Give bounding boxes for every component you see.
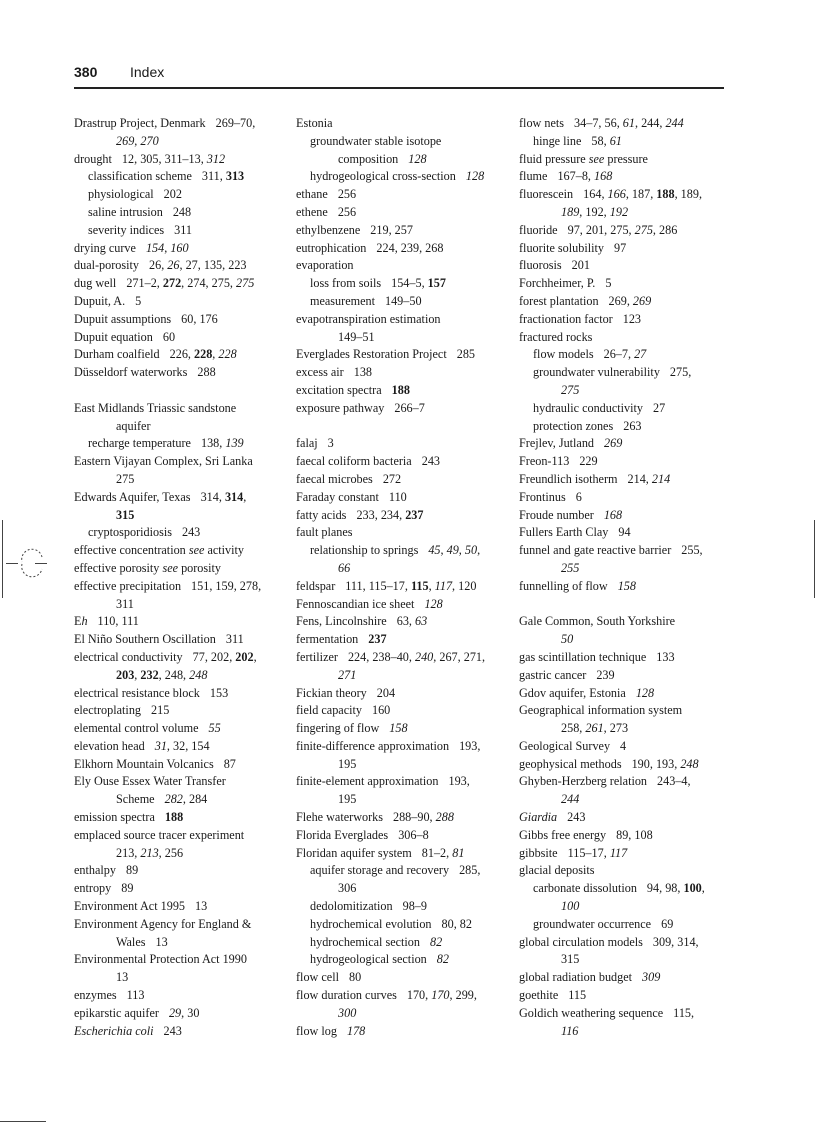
index-column-2 bbox=[296, 115, 506, 1040]
index-entry: fluorescein 164, 166, 187, 188, 189, 189, 192, 192 bbox=[519, 187, 702, 219]
index-subentry: groundwater vulnerability 275, 275 bbox=[533, 365, 692, 397]
index-entry: geophysical methods 190, 193, 248 bbox=[519, 756, 699, 771]
index-entry: glacial deposits bbox=[519, 863, 595, 878]
index-entry: forest plantation 269, 269 bbox=[519, 293, 652, 308]
index-subentry: relationship to springs 45, 49, 50, 66 bbox=[310, 543, 481, 575]
index-entry: Giardia 243 bbox=[519, 810, 586, 825]
index-subentry: hydrogeological section 82 bbox=[310, 952, 449, 967]
index-entry: Düsseldorf waterworks 288 bbox=[74, 365, 216, 380]
index-entry: dual-porosity 26, 26, 27, 135, 223 bbox=[74, 258, 247, 273]
index-entry: dug well 271–2, 272, 274, 275, 275 bbox=[74, 276, 255, 291]
index-entry: drought 12, 305, 311–13, 312 bbox=[74, 151, 226, 166]
index-entry: drying curve 154, 160 bbox=[74, 240, 189, 255]
header-rule bbox=[74, 87, 724, 89]
index-entry: elemental control volume 55 bbox=[74, 721, 221, 736]
index-entry: Dupuit equation 60 bbox=[74, 329, 176, 344]
index-subentry: classification scheme 311, 313 bbox=[88, 169, 245, 184]
letter-group-gap bbox=[519, 596, 729, 614]
index-subentry: severity indices 311 bbox=[88, 222, 192, 237]
page-number: 380 bbox=[74, 64, 98, 80]
index-entry: gibbsite 115–17, 117 bbox=[519, 845, 628, 860]
index-entry: fractured rocks bbox=[519, 329, 593, 344]
index-entry: Forchheimer, P. 5 bbox=[519, 276, 612, 291]
index-entry: effective porosity see porosity bbox=[74, 560, 222, 575]
index-entry: falaj 3 bbox=[296, 436, 334, 451]
index-entry: goethite 115 bbox=[519, 988, 587, 1003]
index-subentry: hydrogeological cross-section 128 bbox=[310, 169, 485, 184]
index-subentry: hinge line 58, 61 bbox=[533, 133, 622, 148]
index-entry: global radiation budget 309 bbox=[519, 970, 661, 985]
index-entry: faecal coliform bacteria 243 bbox=[296, 454, 440, 469]
index-entry: Ely Ouse Essex Water Transfer Scheme 282, 284 bbox=[74, 774, 226, 807]
index-column-3 bbox=[519, 115, 729, 1040]
letter-group-gap bbox=[74, 382, 284, 400]
index-entry: excess air 138 bbox=[296, 365, 372, 380]
index-entry: fluid pressure see pressure bbox=[519, 151, 648, 166]
index-entry: flow nets 34–7, 56, 61, 244, 244 bbox=[519, 116, 684, 130]
crop-mark bbox=[0, 1121, 46, 1122]
index-column-1 bbox=[74, 115, 284, 1040]
index-subentry: cryptosporidiosis 243 bbox=[88, 525, 201, 540]
index-entry: Fickian theory 204 bbox=[296, 685, 396, 700]
index-entry: Goldich weathering sequence 115, 116 bbox=[519, 1005, 695, 1038]
index-entry: Frejlev, Jutland 269 bbox=[519, 436, 623, 451]
index-entry: fertilizer 224, 238–40, 240, 267, 271, 271 bbox=[296, 649, 486, 682]
index-subentry: saline intrusion 248 bbox=[88, 204, 192, 219]
index-entry: field capacity 160 bbox=[296, 703, 391, 718]
index-entry: Ghyben-Herzberg relation 243–4, 244 bbox=[519, 774, 691, 807]
index-entry: effective precipitation 151, 159, 278, 311 bbox=[74, 578, 262, 611]
index-entry: effective concentration see activity bbox=[74, 543, 244, 558]
index-entry: East Midlands Triassic sandstone aquifer bbox=[74, 400, 237, 433]
letter-group-gap bbox=[296, 418, 506, 436]
index-entry: epikarstic aquifer 29, 30 bbox=[74, 1005, 200, 1020]
index-entry: Geological Survey 4 bbox=[519, 738, 627, 753]
index-entry: Flehe waterworks 288–90, 288 bbox=[296, 810, 454, 825]
index-entry: Fens, Lincolnshire 63, 63 bbox=[296, 614, 428, 629]
index-entry: Floridan aquifer system 81–2, 81 bbox=[296, 845, 465, 860]
index-entry: enthalpy 89 bbox=[74, 863, 139, 878]
index-entry: funnelling of flow 158 bbox=[519, 578, 636, 593]
index-subentry: groundwater occurrence 69 bbox=[533, 916, 674, 931]
index-entry: global circulation models 309, 314, 315 bbox=[519, 934, 699, 967]
index-entry: emplaced source tracer experiment 213, 213, 256 bbox=[74, 827, 245, 860]
index-entry: faecal microbes 272 bbox=[296, 471, 402, 486]
index-entry: fractionation factor 123 bbox=[519, 311, 642, 326]
index-entry: flow duration curves 170, 170, 299, 300 bbox=[296, 988, 477, 1020]
index-entry: Dupuit, A. 5 bbox=[74, 293, 142, 308]
index-entry: Gibbs free energy 89, 108 bbox=[519, 827, 653, 842]
index-entry: Gale Common, South Yorkshire 50 bbox=[519, 614, 676, 647]
index-entry: Freundlich isotherm 214, 214 bbox=[519, 471, 671, 486]
index-entry: Faraday constant 110 bbox=[296, 489, 407, 504]
index-entry: Environment Agency for England & Wales 13 bbox=[74, 916, 252, 949]
index-entry: evapotranspiration estimation 149–51 bbox=[296, 311, 441, 344]
index-subentry: hydrochemical section 82 bbox=[310, 934, 443, 949]
registration-mark-icon bbox=[16, 548, 46, 578]
index-entry: fluoride 97, 201, 275, 275, 286 bbox=[519, 222, 678, 237]
index-entry: Escherichia coli 243 bbox=[74, 1023, 182, 1038]
index-entry: Fullers Earth Clay 94 bbox=[519, 525, 631, 540]
index-entry: flume 167–8, 168 bbox=[519, 169, 613, 184]
index-entry: Durham coalfield 226, 228, 228 bbox=[74, 347, 237, 362]
index-entry: Froude number 168 bbox=[519, 507, 623, 522]
index-entry: ethene 256 bbox=[296, 204, 357, 219]
index-entry: exposure pathway 266–7 bbox=[296, 400, 425, 415]
index-entry: Gdov aquifer, Estonia 128 bbox=[519, 685, 655, 700]
index-subentry: hydraulic conductivity 27 bbox=[533, 400, 666, 415]
index-entry: fault planes bbox=[296, 525, 353, 540]
index-entry: enzymes 113 bbox=[74, 988, 145, 1003]
index-entry: Freon-113 229 bbox=[519, 454, 598, 469]
index-entry: Frontinus 6 bbox=[519, 489, 582, 504]
index-entry: eutrophication 224, 239, 268 bbox=[296, 240, 444, 255]
index-subentry: flow models 26–7, 27 bbox=[533, 347, 647, 362]
index-entry: funnel and gate reactive barrier 255, 255 bbox=[519, 543, 703, 575]
index-subentry: measurement 149–50 bbox=[310, 293, 422, 308]
index-subentry: aquifer storage and recovery 285, 306 bbox=[310, 863, 481, 896]
index-entry: electrical resistance block 153 bbox=[74, 685, 229, 700]
index-entry: electroplating 215 bbox=[74, 703, 170, 718]
index-entry: elevation head 31, 32, 154 bbox=[74, 738, 210, 753]
index-entry: Edwards Aquifer, Texas 314, 314, 315 bbox=[74, 489, 247, 522]
index-entry: Environment Act 1995 13 bbox=[74, 899, 208, 914]
index-entry: ethane 256 bbox=[296, 187, 357, 202]
crop-mark bbox=[2, 520, 3, 598]
index-entry: Florida Everglades 306–8 bbox=[296, 827, 429, 842]
index-entry: fluorosis 201 bbox=[519, 258, 590, 273]
index-entry: flow cell 80 bbox=[296, 970, 362, 985]
index-entry: fingering of flow 158 bbox=[296, 721, 408, 736]
index-entry: flow log 178 bbox=[296, 1023, 366, 1038]
index-subentry: hydrochemical evolution 80, 82 bbox=[310, 916, 472, 931]
index-entry: Everglades Restoration Project 285 bbox=[296, 347, 476, 362]
index-subentry: groundwater stable isotope composition 128 bbox=[310, 133, 442, 166]
index-entry: Estonia bbox=[296, 116, 333, 130]
index-entry: Environmental Protection Act 1990 13 bbox=[74, 952, 247, 985]
index-entry: excitation spectra 188 bbox=[296, 382, 410, 397]
index-entry: finite-element approximation 193, 195 bbox=[296, 774, 470, 807]
index-entry: entropy 89 bbox=[74, 881, 134, 896]
crop-mark bbox=[814, 520, 815, 598]
index-entry: Eh 110, 111 bbox=[74, 614, 139, 629]
index-entry: Dupuit assumptions 60, 176 bbox=[74, 311, 218, 326]
index-subentry: recharge temperature 138, 139 bbox=[88, 436, 244, 451]
index-entry: fermentation 237 bbox=[296, 632, 387, 647]
section-title: Index bbox=[130, 64, 165, 80]
index-entry: emission spectra 188 bbox=[74, 810, 184, 825]
index-entry: Geographical information system 258, 261, 273 bbox=[519, 703, 683, 736]
index-entry: gastric cancer 239 bbox=[519, 667, 615, 682]
index-entry: finite-difference approximation 193, 195 bbox=[296, 738, 481, 771]
index-entry: ethylbenzene 219, 257 bbox=[296, 222, 413, 237]
index-entry: Elkhorn Mountain Volcanics 87 bbox=[74, 756, 236, 771]
index-subentry: carbonate dissolution 94, 98, 100, 100 bbox=[533, 881, 705, 914]
index-subentry: physiological 202 bbox=[88, 187, 182, 202]
index-subentry: dedolomitization 98–9 bbox=[310, 899, 427, 914]
index-subentry: loss from soils 154–5, 157 bbox=[310, 276, 446, 291]
index-entry: gas scintillation technique 133 bbox=[519, 649, 675, 664]
index-entry: electrical conductivity 77, 202, 202, 203, 232, 248, 248 bbox=[74, 649, 257, 682]
index-entry: evaporation bbox=[296, 258, 354, 273]
index-entry: Drastrup Project, Denmark 269–70, 269, 270 bbox=[74, 116, 256, 148]
index-entry: Fennoscandian ice sheet 128 bbox=[296, 596, 443, 611]
index-entry: Eastern Vijayan Complex, Sri Lanka 275 bbox=[74, 454, 253, 486]
running-header bbox=[74, 64, 724, 84]
index-entry: El Niño Southern Oscillation 311 bbox=[74, 632, 244, 647]
index-subentry: protection zones 263 bbox=[533, 418, 642, 433]
index-entry: feldspar 111, 115–17, 115, 117, 120 bbox=[296, 578, 477, 593]
index-entry: fatty acids 233, 234, 237 bbox=[296, 507, 424, 522]
index-entry: fluorite solubility 97 bbox=[519, 240, 627, 255]
